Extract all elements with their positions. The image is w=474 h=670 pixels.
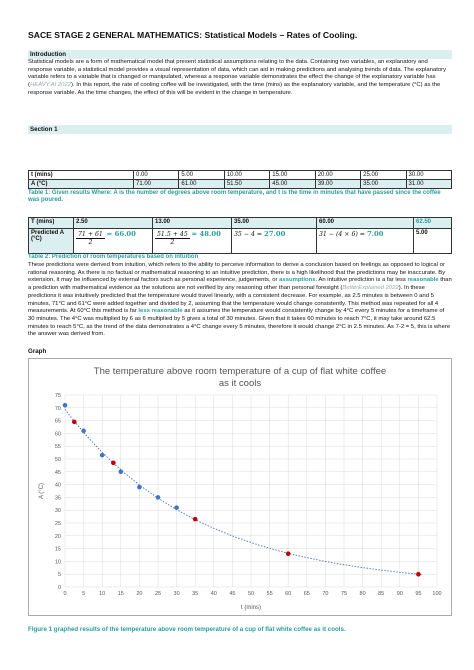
table-row [29, 229, 452, 254]
predicted-data-point [111, 461, 116, 466]
fraction [155, 231, 190, 246]
x-tick-label: 80 [359, 591, 366, 597]
table-cell: 51.50 [224, 180, 269, 189]
trendline [65, 409, 422, 574]
given-data-point [174, 505, 179, 510]
prediction-result: 27.00 [264, 230, 286, 238]
table-cell [317, 229, 414, 254]
table-cell: 71.00 [134, 180, 179, 189]
table-cell: 45.00 [270, 180, 315, 189]
predicted-data-point [72, 420, 77, 425]
y-tick-label: 65 [54, 418, 61, 425]
given-data-point [156, 495, 161, 500]
table-cell: 10.00 [224, 171, 269, 180]
y-tick-label: 40 [54, 482, 61, 489]
predicted-data-point [416, 572, 421, 577]
intro-heading: Introduction [28, 50, 452, 59]
table-cell: 2.50 [74, 218, 153, 229]
table-cell: 20.00 [315, 171, 360, 180]
intro-text-before: Statistical models are a form of mathematical model that present statistical assumptions relating to the data. Containing two variables, an explanatory and response variable, a statistical model provides a visual representation of data, which can aid in making predictions and analysing trends of data. The explanatory variable refers to a variable that is changed or manipulated, whereas a response variable demonstrates the effect the change of the explanatory variable has ( [28, 59, 447, 89]
predicted-data-point [193, 517, 198, 522]
y-tick-label: 75 [54, 393, 61, 399]
x-tick-label: 95 [415, 591, 422, 597]
prediction-result: = 66.00 [106, 230, 136, 238]
keyword-less-reasonable: less reasonable [138, 308, 183, 315]
y-axis-label: A (°C) [39, 482, 45, 500]
y-tick-label: 35 [54, 495, 61, 502]
x-tick-label: 75 [340, 591, 348, 597]
figure-caption: Figure 1 graphed results of the temperature above room temperature of a cup of flat white coffee as it cools. [28, 626, 346, 633]
table-cell: 61.00 [179, 180, 224, 189]
chart-title-line-1: The temperature above room temperature of a cup of flat white coffee [93, 366, 387, 377]
x-tick-label: 70 [322, 591, 329, 597]
t-header-label: T (mins) [29, 218, 74, 229]
a-row-label: A (°C) [29, 180, 134, 189]
given-data-point [63, 403, 68, 408]
y-tick-label: 55 [54, 444, 61, 451]
table-row [29, 218, 452, 229]
x-tick-label: 10 [99, 591, 106, 597]
table-cell: 60.00 [317, 218, 414, 229]
x-tick-label: 35 [192, 591, 199, 597]
table-cell: 39.00 [315, 180, 360, 189]
discussion-text: ). In these predictions it was intuitively predicted that the temperature would travel linearly, with a consistent decrease. For example, as 2.5 minutes is between 0 and 5 minutes, 71°C and 61°C were added together and divided by 2, assuming that the temperature would change consistently. This method was repeated for all 4 measurements. At 60°C this method is far [28, 285, 439, 315]
y-tick-label: 60 [54, 431, 61, 438]
x-tick-label: 5 [82, 591, 86, 597]
predicted-data-point [286, 551, 291, 556]
table-cell: 13.00 [153, 218, 232, 229]
chart-container [28, 358, 452, 616]
x-tick-label: 45 [229, 591, 236, 597]
y-tick-label: 30 [54, 508, 61, 515]
table-cell: 5.00 [414, 229, 452, 254]
table-cell: 62.50 [414, 218, 452, 229]
table-cell [74, 229, 153, 254]
graph-heading: Graph [28, 348, 47, 355]
intro-citation: HEAVY.AI 2022 [29, 82, 72, 89]
given-data-point [137, 485, 142, 490]
x-tick-label: 30 [173, 591, 180, 597]
discussion-text: than a prediction with mathematical evidence as the solutions are not verified by any reasoning other than personal foresight ( [28, 277, 452, 292]
prediction-result: ≈ 48.00 [191, 230, 221, 238]
keyword-reasonable: reasonable [407, 277, 439, 284]
table-cell: 5.00 [179, 171, 224, 180]
y-tick-label: 20 [54, 533, 61, 540]
discussion-text: as it assumes the temperature would consistently change by 4°C every 5 minutes for a timeframe of 30 minutes. The 4°C was multiplied by 6 as 6 multiplied by 5 gives a total of 30 minutes. Given that it takes 60 minutes to reach 7°C, it may take around 62.5 minutes to reach 5°C, as the trend of the data demonstrates a 4°C change every 5 minutes, therefore it would change 2°C in 2.5 minutes. As 7-2 = 5, this is where the answer was derived from. [28, 308, 451, 338]
t-row-label: t (mins) [29, 171, 134, 180]
x-tick-label: 100 [432, 591, 442, 597]
x-tick-label: 50 [247, 591, 255, 597]
table-row [29, 171, 452, 180]
y-tick-label: 10 [54, 559, 61, 566]
fraction-numerator: 51.5 + 45 [157, 231, 188, 238]
table-cell: 0.00 [134, 171, 179, 180]
x-tick-label: 25 [154, 591, 162, 597]
table-cell: 25.00 [361, 171, 406, 180]
given-data-point [119, 470, 124, 475]
intro-text-after: ). In this report, the rate of cooling coffee will be investigated, with the time (mins) as the explanatory variable, and the temperature (°C) as the response variable. As the time changes, the effect of this will be evident in the change in temperature. [28, 82, 441, 96]
table2-caption: Table 2: Prediction of room temperatures based on intuition [28, 254, 199, 260]
y-tick-label: 15 [54, 546, 61, 553]
table-row [29, 180, 452, 189]
table1-caption: Table 1: Given results Where: A is the number of degrees above room temperature, and t is the time in minutes that have passed since the coffee was poured. [28, 190, 441, 204]
cooling-chart [29, 359, 452, 616]
equation: 31 − (4 × 6) = [319, 231, 367, 238]
y-tick-label: 50 [54, 457, 61, 463]
prediction-result: 7.00 [366, 230, 384, 238]
fraction [76, 231, 105, 246]
x-tick-label: 15 [117, 591, 124, 597]
table-cell: 30.00 [406, 171, 451, 180]
equation: 35 − 4 = [234, 231, 265, 238]
discussion-text: These predictions were derived from intuition, which refers to the ability to perceive information to derive a conclusion based on feelings as opposed to logical or rational reasoning. As there is no factual or mathematical reasoning to an intuitive prediction, there is a high likelihood that the predictions may be inaccurate. By extension, it may be influenced by external factors such as personal experience, judgements, or [28, 262, 446, 284]
predicted-row-label: Predicted A (°C) [29, 229, 74, 254]
fraction-numerator: 71 + 61 [78, 231, 103, 238]
given-data-point [81, 429, 86, 434]
x-tick-label: 40 [210, 591, 217, 597]
y-tick-label: 5 [57, 572, 61, 579]
discussion-text: . An intuitive prediction is a far less [315, 277, 408, 284]
table-cell: 35.00 [361, 180, 406, 189]
x-tick-label: 65 [303, 591, 310, 597]
table-cell: 31.00 [406, 180, 451, 189]
x-tick-label: 85 [378, 591, 385, 597]
y-tick-label: 25 [54, 521, 61, 527]
table-cell: 35.00 [232, 218, 317, 229]
y-tick-label: 45 [54, 469, 61, 476]
fraction-denominator: 2 [88, 239, 93, 246]
intro-paragraph [28, 59, 452, 98]
table-cell [153, 229, 232, 254]
given-data-point [100, 453, 105, 458]
keyword-assumptions: assumptions [279, 277, 316, 284]
x-tick-label: 55 [266, 591, 273, 597]
discussion-citation: BetterExplained 2022 [342, 285, 399, 292]
prediction-table [28, 217, 452, 254]
results-table [28, 170, 452, 189]
table-cell [232, 229, 317, 254]
table-cell: 15.00 [270, 171, 315, 180]
x-tick-label: 0 [63, 591, 67, 597]
discussion-paragraph [28, 262, 452, 339]
y-tick-label: 0 [57, 585, 61, 591]
chart-title-line-2: as it cools [218, 378, 262, 389]
x-tick-label: 20 [136, 591, 143, 597]
page-title: SACE STAGE 2 GENERAL MATHEMATICS: Statistical Models – Rates of Cooling. [28, 30, 358, 40]
x-tick-label: 90 [396, 591, 403, 597]
y-tick-label: 70 [54, 405, 61, 412]
fraction-denominator: 2 [170, 239, 175, 246]
x-axis-label: t (mins) [241, 605, 261, 611]
section1-heading: Section 1 [28, 125, 452, 134]
x-tick-label: 60 [285, 591, 292, 597]
